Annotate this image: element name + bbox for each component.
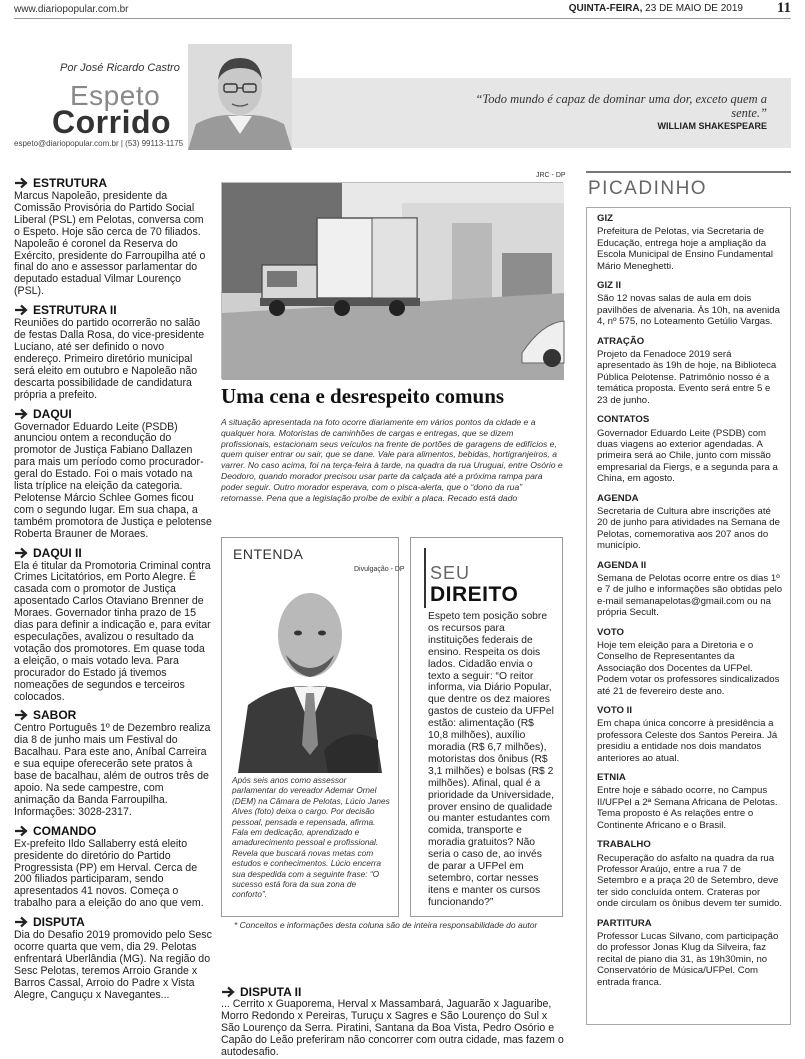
item-body: Prefeitura de Pelotas, via Secretaria de Educação, entrega hoje a ampliação da Escola Municipal de Ensino Fundamental Mário Meneghetti. [597,226,773,272]
picadinho-item [597,414,783,484]
section-disputa [14,915,212,1001]
picadinho-item [597,336,783,406]
item-title: GIZ II [597,280,621,292]
quote-author: WILLIAM SHAKESPEARE [657,121,767,131]
item-body: Projeto da Fenadoce 2019 será apresentado às 19h de hoje, na Biblioteca Pública Pelotense. Patrimônio nosso é a temática proposta. Evento será entre 5 e 23 de junho. [597,349,777,406]
section-estrutura [14,176,212,298]
quote-text: “Todo mundo é capaz de dominar uma dor, exceto quem a sente.” [475,92,767,120]
section-title: SABOR [33,708,77,723]
seu-direito-text: Espeto tem posição sobre os recursos para instituições federais de ensino. Respeita os dois lados. Cidadão envia o texto a seguir: “O reitor informa, via Diário Popular, que dentre os dez maiores gastos de custeio da UFPel estão: alimentação (R$ 10,8 milhões), auxílio moradia (R$ 6,7 milhões), motoristas dos ônibus (R$ 3,1 milhões) e bolsas (R$ 2 milhões). Afinal, qual é a prioridade da Universidade, prover ensino de qualidade ou manter estudantes com comida, transporte e moradia gratuitos? Não seria o caso de, ao invés de parar a UFPel em setembro, cortar nesses itens e manter os cursos funcionando?” [428,611,554,908]
seu-direito-title-2: DIREITO [430,583,519,606]
picadinho-item [597,705,783,764]
item-body: Em chapa única concorre à presidência a professora Celeste dos Santos Pereira. Já presidiu a entidade nos dois mandatos anteriores ao atual. [597,718,778,764]
item-title: ATRAÇÃO [597,335,645,347]
item-title: VOTO [597,626,625,638]
arrow-right-icon [14,177,28,189]
page-number: 11 [776,0,791,16]
main-caption: A situação apresentada na foto ocorre diariamente em vários pontos da cidade e a qualquer hora. Motoristas de caminhões de cargas e entregas, que se dizem profissionais, estacionam seus veículos na frente de portões de garagens de edifícios e, quem quiser entrar ou sair, que se dane. Vale para alimentos, bebidas, hortigranjeiros, a varrer. No caso acima, foi na terça-feira à tarde, na quadra da rua Uruguai, entre Osório e Deodoro, quando morador precisou usar parte da calçada até a próxima rampa para poder seguir. Outro morador esperava, com o pisca-alerta, que o “dono da rua” retornasse. Pena que a legislação proíbe de exibir a placa. Recado está dado [221,417,563,503]
seu-direito-title-1: SEU [430,563,471,583]
item-title: PARTITURA [597,917,652,929]
section-daqui [14,407,212,541]
section-body: Ex-prefeito Ildo Sallaberry está eleito presidente do diretório do Partido Progressista (PP) em Herval. Cerca de 200 filiados participaram, sendo apresentados 41 novos. Começa o trabalho para a eleição do ano que vem. [14,837,204,910]
picadinho-title: PICADINHO [588,178,708,199]
arrow-right-icon [14,916,28,928]
truck-photo [221,182,563,379]
item-title: GIZ [597,213,613,224]
site-url: www.diariopopular.com.br [14,4,129,15]
picadinho-item [597,772,783,831]
picadinho-item [597,839,783,909]
section-sabor [14,708,212,818]
byline: Por José Ricardo Castro [60,62,180,74]
section-title: ESTRUTURA [33,176,107,190]
section-body: ... Cerrito x Guaporema, Herval x Massambará, Jaguarão x Jaguaribe, Morro Redondo x Pereiras, Turuçu x Sagres e São Lourenço do Sul x São Lourenço da Serra. Piratini, Santana da Boa Vista, Pedro Osório e Capão do Leão preferiram não concorrer com outra cidade, mas fazem o autodesafio. [221,998,564,1058]
section-body: Governador Eduardo Leite (PSDB) anunciou ontem a recondução do promotor de Justiça Fabiano Dallazen para mais um período como procurador-geral do Estado. Foi o mais votado na lista tríplice na eleição da categoria. Pelotense Márcio Schlee Gomes ficou com o segundo lugar. Em sua chapa, a também promotora de Justiça e pelotense Roberta Brauner de Moraes. [14,420,212,540]
section-daqui-ii [14,546,212,704]
arrow-right-icon [14,709,28,721]
section-title: DISPUTA [33,915,85,930]
arrow-right-icon [14,304,28,316]
section-title: DAQUI [33,406,72,421]
item-title: ETNIA [597,772,626,784]
section-title: DAQUI II [33,545,82,560]
section-body: Dia do Desafio 2019 promovido pelo Sesc ocorre quarta que vem, dia 29. Pelotas enfrentará Uberlândia (MG). Na região do Sesc Pelotas, teremos Arroio Grande x Barros Cassal, Arroio do Padre x Vista Alegre, Canguçu x Navegantes... [14,929,212,1001]
arrow-right-icon [14,825,28,837]
column-contact: espeto@diariopopular.com.br | (53) 99113-1175 [14,139,184,148]
item-body: São 12 novas salas de aula em dois pavilhões de alvenaria. Às 10h, na avenida 4, nº 575, no Loteamento Getúlio Vargas. [597,293,780,328]
section-title: ESTRUTURA II [33,303,117,318]
item-body: Entre hoje e sábado ocorre, no Campus II/UFPel a 2ª Semana Africana de Pelotas. Tema proposto é As relações entre o Continente Africano e o Brasil. [597,785,778,831]
item-body: Governador Eduardo Leite (PSDB) com duas viagens ao exterior agendadas. A primeira será ao Chile, junto com missão empresarial da Fiergs, e a segunda para a China, em agosto. [597,427,778,485]
item-body: Professor Lucas Silvano, com participação do professor Jonas Klug da Silveira, faz recital de piano dia 31, às 19h30min, no Conservatório de Música/UFPel. Com entrada franca. [597,930,779,988]
entenda-text: Após seis anos como assessor parlamentar do vereador Ademar Ornel (DEM) na Câmara de Pelotas, Lúcio Janes Alves (foto) deixa o cargo. Por decisão pessoal, pensada e repensada, afirma. Fala em dedicação, aprendizado e amadurecimento pessoal e profissional. Revela que buscará novas metas com estudos e conhecimentos. Lúcio encerra sua despedida com a seguinte frase: “O sucesso está fora da sua zona de conforto”. [232,775,390,900]
edition-date [569,3,743,14]
section-title: DISPUTA II [240,985,302,999]
section-body: Ela é titular da Promotoria Criminal contra Crimes Licitatórios, em Porto Alegre. É casada com o promotor de Justiça aposentado Carlos Otaviano Brenner de Moraes. Governador tinha prazo de 15 dias para definir a indicação e, para evitar especulações, avalizou o resultado da votação dos promotores. Em quase toda a eleição, o mais votado leva. Para procurador do Estado já tivemos nomeações de segundos e terceiros colocados. [14,559,211,703]
columnist-portrait [188,44,292,150]
section-estrutura-ii [14,303,212,401]
left-column [14,176,212,1007]
section-disputa-ii [221,985,301,999]
arrow-right-icon [221,986,235,998]
picadinho-rule [586,171,791,173]
entenda-title: ENTENDA [233,546,304,562]
section-body: Centro Português 1º de Dezembro realiza dia 8 de junho mais um Festival do Bacalhau. Para este ano, Aníbal Carreira e sua equipe oferecerão sete pratos à base de bacalhau, além de outros três de apoio. Na sede campestre, com animação da Banda Farroupilha. Informações: 3028-2317. [14,722,211,818]
main-headline: Uma cena e desrespeito comuns [221,384,505,408]
item-title: AGENDA [597,492,639,504]
item-body: Hoje tem eleição para a Diretoria e o Conselho de Representantes da Associação dos Docentes da UFPel. Podem votar os professores sindicalizados até 21 de fevereiro deste ano. [597,640,780,697]
item-title: AGENDA II [597,559,647,571]
arrow-right-icon [14,547,28,559]
picadinho-item [597,918,783,988]
picadinho-item [597,213,783,272]
section-body: Marcus Napoleão, presidente da Comissão Provisória do Partido Social Liberal (PSL) em Pelotas, conversa com o Espeto. Hoje são cerca de 70 filiados. Napoleão é coronel da Reserva do Exército, presidente do Farroupilha até o final do ano e assessor parlamentar do deputado estadual Vilmar Lourenço (PSL). [14,190,206,298]
picadinho-item [597,627,783,697]
item-body: Semana de Pelotas ocorre entre os dias 1º e 7 de julho e informações são obtidas pelo e-mail semanapelotas@gmail.com ou na própria Secult. [597,572,783,619]
item-title: TRABALHO [597,839,651,851]
column-brand-line1: Espeto [70,80,161,111]
photo-credit: JRC - DP [536,172,566,179]
column-brand-line2: Corrido [52,104,172,140]
seu-direito-accent-bar [424,548,426,608]
item-title: CONTATOS [597,414,650,426]
date: 23 DE MAIO DE 2019 [645,3,743,14]
entenda-portrait [228,575,392,773]
picadinho-item [597,280,783,328]
footnote: * Conceitos e informações desta coluna são de inteira responsabilidade do autor [234,920,538,930]
weekday: QUINTA-FEIRA, [568,3,643,14]
item-body: Recuperação do asfalto na quadra da rua Professor Araújo, entre a rua 7 de Setembro e a praça 20 de Setembro, deve ter sido concluída ontem. Crateras por onde circulam os ônibus devem ter sumido. [597,852,783,910]
section-title: COMANDO [33,823,97,838]
section-body: Reuniões do partido ocorrerão no salão de festas Dalla Rosa, do vice-presidente Luciano, até ser definido o novo endereço. Primeiro diretório municipal será eleito em outubro e Napoleão não descarta possibilidade de candidatura própria a prefeito. [14,317,205,401]
section-comando [14,824,212,910]
entenda-photo-credit: Divulgação - DP [354,566,405,573]
picadinho-item [597,560,783,619]
picadinho-list [597,213,783,996]
item-body: Secretaria de Cultura abre inscrições até 20 de junho para atividades na Semana de Pelotas, comemorativa aos 207 anos do município. [597,505,780,552]
arrow-right-icon [14,408,28,420]
header-rule [14,18,791,19]
picadinho-item [597,493,783,552]
item-title: VOTO II [597,705,633,717]
